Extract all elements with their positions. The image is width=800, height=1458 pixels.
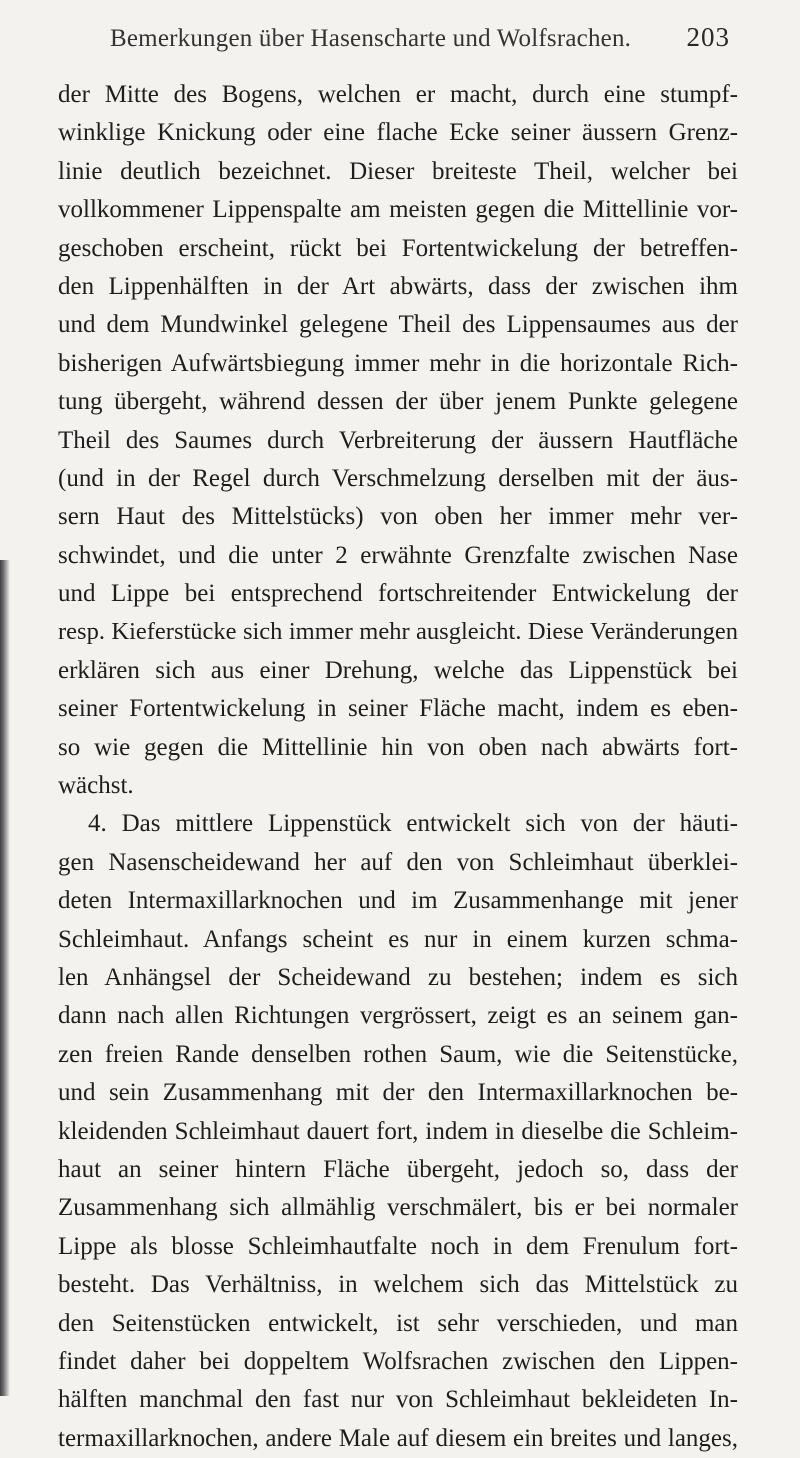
text-line: haut an seiner hintern Fläche übergeht, jedoch so, dass der bbox=[58, 1155, 738, 1183]
text-line: bisherigen Aufwärtsbiegung immer mehr in die horizontale Rich- bbox=[58, 349, 738, 377]
text-line: deten Intermaxillarknochen und im Zusammenhange mit jener bbox=[58, 887, 738, 915]
text-line: findet daher bei doppeltem Wolfsrachen zwischen den Lippen- bbox=[58, 1347, 738, 1375]
text-line: und dem Mundwinkel gelegene Theil des Lippensaumes aus der bbox=[58, 311, 738, 339]
text-line: 4. Das mittlere Lippenstück entwickelt sich von der häuti- bbox=[88, 810, 738, 838]
text-line: sern Haut des Mittelstücks) von oben her immer mehr ver- bbox=[58, 503, 738, 531]
text-line: besteht. Das Verhältniss, in welchem sich das Mittelstück zu bbox=[58, 1271, 738, 1299]
text-line: und Lippe bei entsprechend fortschreitender Entwickelung der bbox=[58, 580, 738, 608]
running-head-title: Bemerkungen über Hasenscharte und Wolfsrachen. bbox=[110, 25, 632, 52]
running-head bbox=[110, 22, 730, 53]
text-line: wächst. bbox=[58, 772, 134, 800]
text-line: winklige Knickung oder eine flache Ecke seiner äussern Grenz- bbox=[58, 119, 738, 147]
text-line: seiner Fortentwickelung in seiner Fläche macht, indem es eben- bbox=[58, 695, 738, 723]
text-line: len Anhängsel der Scheidewand zu bestehen; indem es sich bbox=[58, 963, 738, 991]
text-line: Theil des Saumes durch Verbreiterung der äussern Hautfläche bbox=[58, 426, 738, 454]
text-line: den Seitenstücken entwickelt, ist sehr verschieden, und man bbox=[58, 1309, 738, 1337]
text-line: termaxillarknochen, andere Male auf diesem ein breites und langes, bbox=[58, 1424, 738, 1452]
text-line: Schleimhaut. Anfangs scheint es nur in einem kurzen schma- bbox=[58, 925, 738, 953]
text-line: Zusammenhang sich allmählig verschmälert, bis er bei normaler bbox=[58, 1194, 738, 1222]
text-line: den Lippenhälften in der Art abwärts, dass der zwischen ihm bbox=[58, 272, 738, 300]
text-line: und sein Zusammenhang mit der den Intermaxillarknochen be- bbox=[58, 1079, 738, 1107]
text-line: schwindet, und die unter 2 erwähnte Grenzfalte zwischen Nase bbox=[58, 541, 738, 569]
text-line: der Mitte des Bogens, welchen er macht, durch eine stumpf- bbox=[58, 81, 738, 108]
text-line: dann nach allen Richtungen vergrössert, zeigt es an seinem gan- bbox=[58, 1002, 738, 1030]
text-line: geschoben erscheint, rückt bei Fortentwickelung der betreffen- bbox=[58, 234, 738, 262]
text-line: hälften manchmal den fast nur von Schleimhaut bekleideten In- bbox=[58, 1386, 738, 1414]
body-text bbox=[58, 76, 738, 1458]
page-number: 203 bbox=[686, 22, 730, 52]
text-line: tung übergeht, während dessen der über jenem Punkte gelegene bbox=[58, 388, 738, 416]
binding-shadow bbox=[0, 560, 10, 1396]
text-line: (und in der Regel durch Verschmelzung derselben mit der äus- bbox=[58, 464, 738, 492]
text-line: vollkommener Lippenspalte am meisten gegen die Mittellinie vor- bbox=[58, 196, 738, 224]
text-line: erklären sich aus einer Drehung, welche das Lippenstück bei bbox=[58, 656, 738, 684]
text-line: Lippe als blosse Schleimhautfalte noch in dem Frenulum fort- bbox=[58, 1232, 738, 1260]
text-line: linie deutlich bezeichnet. Dieser breiteste Theil, welcher bei bbox=[58, 157, 738, 185]
text-line: resp. Kieferstücke sich immer mehr ausgleicht. Diese Veränderungen bbox=[58, 618, 738, 646]
text-line: zen freien Rande denselben rothen Saum, wie die Seitenstücke, bbox=[58, 1040, 738, 1068]
text-line: so wie gegen die Mittellinie hin von oben nach abwärts fort- bbox=[58, 733, 738, 761]
text-line: gen Nasenscheidewand her auf den von Schleimhaut überklei- bbox=[58, 848, 738, 876]
text-line: kleidenden Schleimhaut dauert fort, indem in dieselbe die Schleim- bbox=[58, 1117, 738, 1145]
